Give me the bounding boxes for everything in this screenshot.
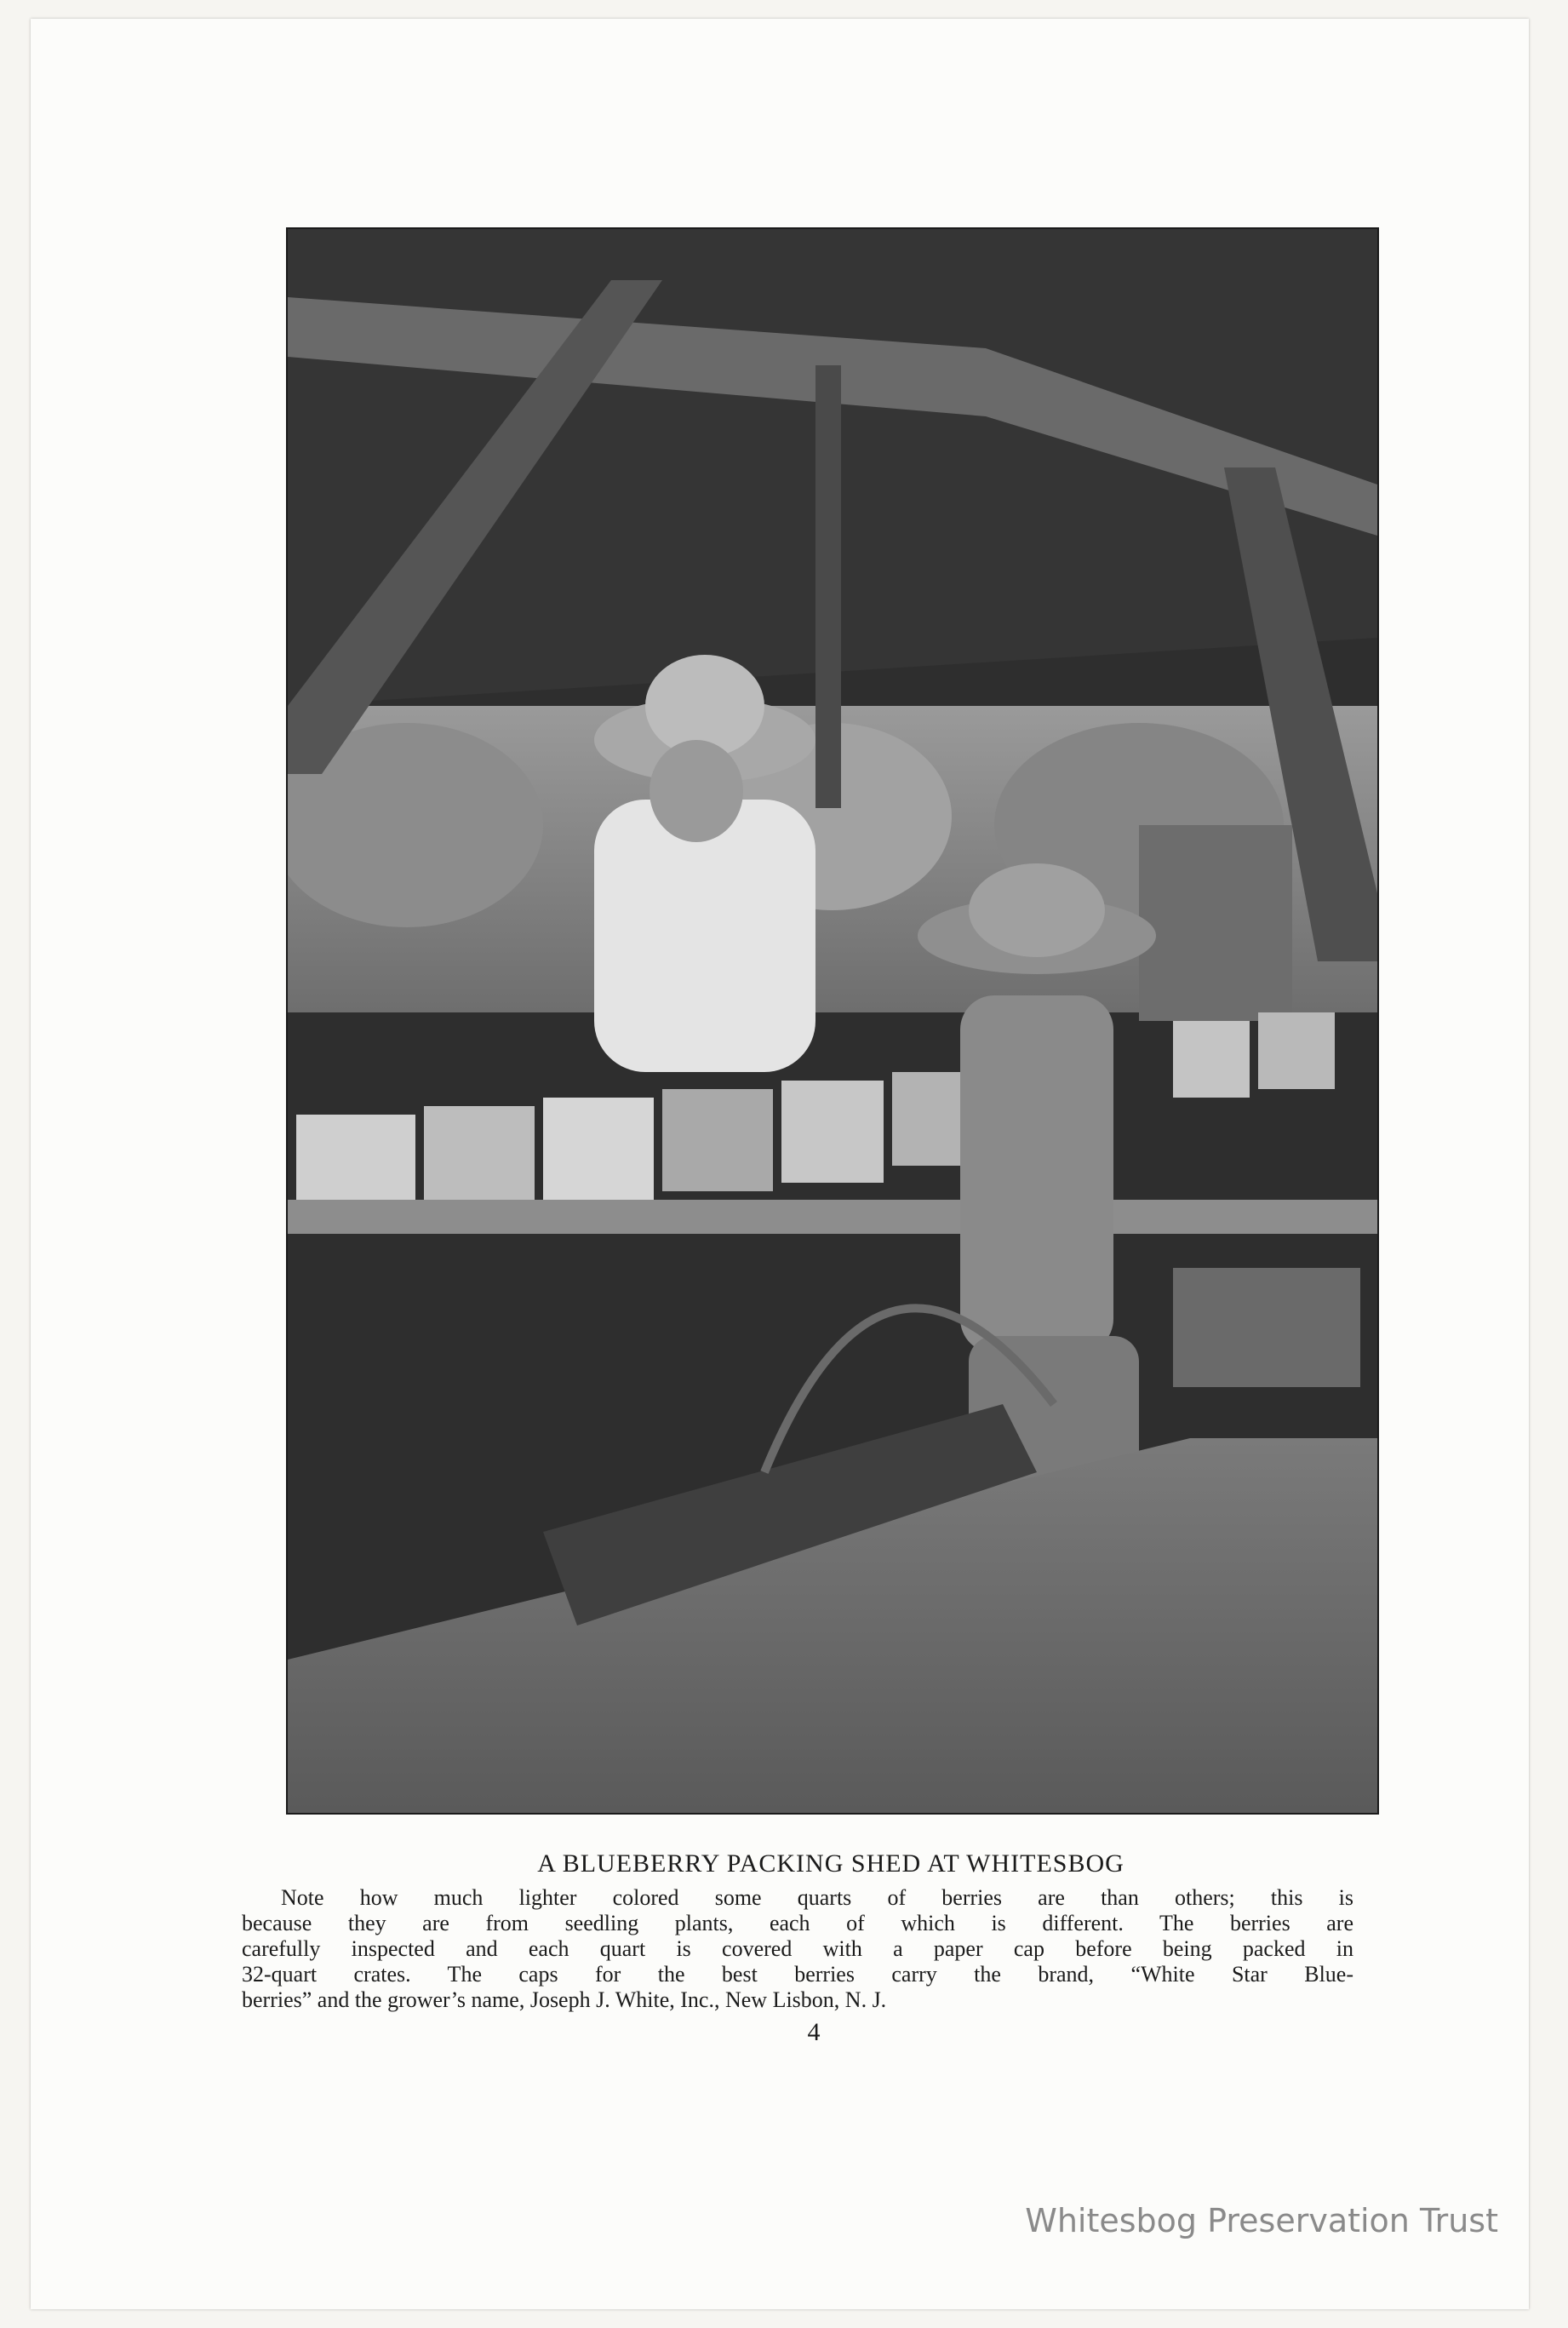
caption-line: because they are from seedling plants, each of which is different. The berries are <box>242 1911 1353 1935</box>
basket-right <box>1173 1268 1360 1387</box>
photograph-illustration <box>288 229 1377 1813</box>
book-page <box>31 19 1529 2309</box>
caption-body <box>242 1885 1353 2013</box>
watermark: Whitesbog Preservation Trust <box>1025 2202 1498 2239</box>
caption-line: Note how much lighter colored some quarts of berries are than others; this is <box>281 1885 1353 1910</box>
caption-line: carefully inspected and each quart is covered with a paper cap before being packed in <box>242 1936 1353 1961</box>
crate-stack <box>1139 825 1292 1021</box>
post <box>815 365 841 808</box>
caption-title: A BLUEBERRY PACKING SHED AT WHITESBOG <box>537 1849 1124 1878</box>
caption-line: berries” and the grower’s name, Joseph J. White, Inc., New Lisbon, N. J. <box>242 1987 887 2012</box>
shelf <box>288 1200 1377 1234</box>
woman-figure <box>594 655 815 1072</box>
caption-line: 32-quart crates. The caps for the best berries carry the brand, “White Star Blue- <box>242 1962 1353 1987</box>
page-number: 4 <box>807 2018 821 2046</box>
packing-shed-photograph <box>286 227 1379 1815</box>
